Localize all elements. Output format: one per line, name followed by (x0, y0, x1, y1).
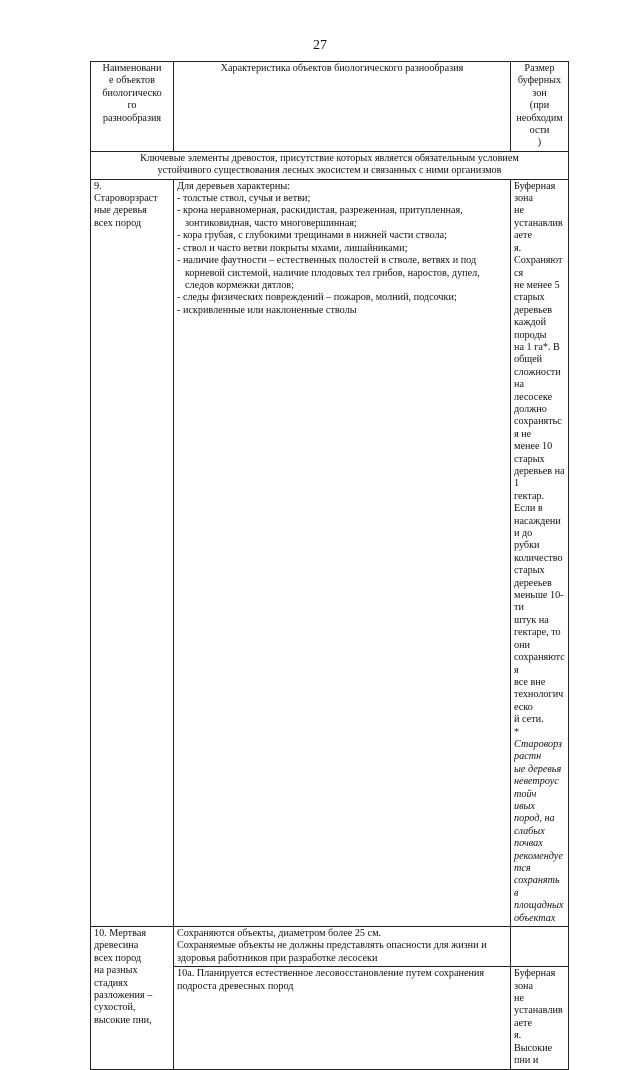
row10-buffer (511, 927, 569, 967)
row9-buffer-note-line: неветроустойч (514, 776, 559, 800)
row10-characteristics (174, 927, 511, 967)
row10a-buffer-line: Высокие пни и (514, 1042, 553, 1067)
row9-item: - толстые ствол, сучья и ветви; (177, 193, 311, 205)
row9-buffer-note-line: ивых пород, на (514, 800, 555, 825)
header-col-name-line: разнообразия (102, 112, 162, 124)
row9-name-line: 9. (94, 180, 102, 192)
row9-buffer-line: деревьев на 1 (514, 466, 565, 490)
row9-item: - наличие фаутности – естественных полостей в стволе, ветвях и под корневой системой, наличие плодовых тел грибов, наростов, дупел, следов кормежки дятлов; (177, 255, 480, 291)
row9-buffer-note-line: Староворзрастн (514, 738, 563, 763)
row9-buffer-note-line: объектах (514, 912, 556, 924)
row10-name-line: 10. Мертвая (94, 928, 147, 940)
header-col-buffer-line: ) (537, 137, 542, 149)
row9-buffer-note-line: ые деревья (514, 763, 562, 775)
row9-buffer-line: старых (514, 565, 545, 577)
row10a-buffer (511, 967, 569, 1069)
row9-buffer-line: я. (514, 242, 522, 254)
row9-buffer-line: все вне (514, 676, 546, 688)
row9-buffer-line: лесосеке (514, 391, 553, 403)
row9-buffer-line: насаждении до (514, 515, 561, 540)
row9-buffer-note-line: слабых почвах (514, 825, 545, 850)
row9-buffer-line: технологическо (514, 689, 564, 713)
row9-buffer-note-line: площадных (514, 900, 564, 912)
row10-name (91, 927, 174, 1069)
row9-name-line: Староворзраст (94, 193, 158, 205)
row9-buffer-line: не менее 5 (514, 279, 560, 291)
row9-name (91, 179, 174, 926)
row9-buffer-line: должно (514, 403, 547, 415)
row9-buffer-line: гектаре, то они (514, 627, 561, 651)
header-col-name-line: е объектов (109, 75, 155, 87)
row9-item: - следы физических повреждений – пожаров, молний, подсочки; (177, 292, 457, 304)
row9-item: - искривленные или наклоненные стволы (177, 304, 357, 316)
row9-buffer-line: Буферная зона (514, 180, 556, 205)
row10-text: Сохраняются объекты, диаметром более 25 см. (177, 928, 382, 940)
row9-buffer-line: устанавливаете (514, 217, 563, 242)
section-row (91, 151, 569, 179)
row10-name-line: всех пород (94, 952, 142, 964)
row9-item: - крона неравномерная, раскидистая, разреженная, притупленная, зонтиковидная, часто многовершинная; (177, 205, 463, 229)
row10-name-line: сухостой, (94, 1002, 136, 1014)
row9-buffer-line: рубки (514, 540, 540, 552)
row9-buffer-line: не (514, 205, 524, 217)
header-col-buffer-line: буферных зон (517, 75, 562, 99)
row9-buffer-line: сохраняться не (514, 416, 562, 440)
row9-item: - ствол и часто ветви покрыты мхами, лишайниками; (177, 242, 408, 254)
section-title-line: устойчивого существования лесных экосистем и связанных с ними организмов (157, 165, 502, 177)
row9-buffer-note-line: сохранять в (514, 875, 560, 899)
row9-buffer-line: деревьев (514, 304, 553, 316)
section-title-line: Ключевые элементы древостоя, присутствие которых является обязательным условием (140, 152, 519, 164)
row9-buffer-line: Если в (514, 503, 543, 515)
row9-buffer-line: менее 10 (514, 441, 553, 453)
header-col-name-line: го (127, 100, 137, 112)
row9-buffer-line: штук на (514, 614, 549, 626)
row9-buffer-line: сложности на (514, 366, 561, 391)
header-col-buffer (511, 62, 569, 152)
row9-buffer-line: старых (514, 292, 545, 304)
header-col-name (91, 62, 174, 152)
row9-name-line: ные деревья (94, 205, 147, 217)
section-title (91, 151, 569, 179)
page-number: 27 (313, 38, 327, 53)
row9-characteristics (174, 179, 511, 926)
row9-buffer-line: й сети. (514, 714, 544, 726)
row10a-buffer-line: не (514, 993, 524, 1005)
row10-name-line: стадиях (94, 977, 129, 989)
biodiversity-table (90, 61, 569, 1070)
header-col-name-line: биологическо (102, 87, 162, 99)
row9-buffer-line: количество (514, 552, 563, 564)
table-row (91, 179, 569, 926)
row10a-buffer-line: я. (514, 1030, 522, 1042)
row10-name-line: древесина (94, 940, 139, 952)
row9-intro: Для деревьев характерны: (177, 180, 291, 192)
row9-buffer-line: старых (514, 453, 545, 465)
row9-buffer-line: сохраняются (514, 652, 565, 676)
header-col-buffer-line: Размер (524, 63, 555, 74)
row10-name-line: разложения – (94, 990, 153, 1002)
row10-name-line: на разных (94, 965, 138, 977)
row9-buffer-note-line: рекомендуется (514, 850, 563, 874)
row9-buffer-line: дерееьев (514, 577, 552, 589)
header-col-name-line: Наименовани (102, 63, 162, 74)
row9-buffer-line: каждой породы (514, 317, 547, 341)
row9-buffer (511, 179, 569, 926)
row9-buffer-line: на 1 га*. В (514, 341, 560, 353)
row9-buffer-line: меньше 10-ти (514, 590, 564, 614)
row10-text: Сохраняемые объекты не должны представлять опасности для жизни и здоровья работников при разработке лесосеки (177, 940, 487, 964)
table-header-row (91, 62, 569, 152)
row10a-buffer-line: устанавливаете (514, 1005, 563, 1029)
row10-name-line: высокие пни, (94, 1014, 152, 1026)
row9-buffer-line: общей (514, 354, 543, 366)
row10a-buffer-line: Буферная зона (514, 968, 556, 992)
table-row (91, 927, 569, 967)
header-col-buffer-line: (при (529, 100, 550, 112)
row9-item: - кора грубая, с глубокими трещинами в нижней части ствола; (177, 230, 448, 242)
header-col-characteristics: Характеристика объектов биологического разнообразия (174, 62, 511, 152)
row9-buffer-line: Сохраняются (514, 255, 563, 279)
row9-name-line: всех пород (94, 217, 142, 229)
row9-buffer-line: гектар. (514, 490, 545, 502)
header-col-buffer-line: необходимости (516, 112, 563, 137)
row9-buffer-line: * (514, 726, 520, 738)
row10a-characteristics: 10а. Планируется естественное лесовосстановление путем сохранения подроста древесных пород (174, 967, 511, 1069)
